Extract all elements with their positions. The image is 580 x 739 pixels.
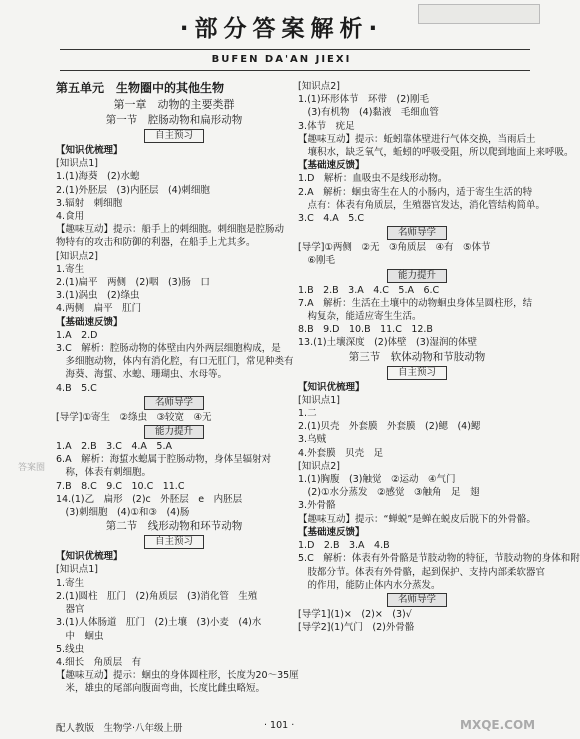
section-label-box (298, 226, 536, 240)
answer-line: 1.A 2.D (56, 329, 98, 341)
answer-line: 3.(1)人体肠道 肛门 (2)土壤 (3)小麦 (4)水 (56, 617, 262, 629)
answer-line: [知识点2] (298, 460, 340, 472)
answer-line: 1.D 解析：血吸虫不是线形动物。 (298, 173, 448, 185)
section-label-box (56, 535, 292, 549)
answer-line: (3)刺细胞 (4)①和③ (4)肠 (56, 507, 190, 519)
section-title: 第一节 腔肠动物和扁形动物 (105, 114, 243, 126)
section-label-box (56, 425, 292, 439)
answer-line: [知识点2] (298, 81, 340, 92)
answer-line: 1.寄生 (56, 263, 85, 275)
answer-line: 点有：体表有角质层，生殖器官发达，消化管结构简单。 (298, 199, 546, 211)
answer-line: (3)有机物 (4)黏液 毛细血管 (298, 107, 439, 119)
answer-line: 2.(1)贝壳 外套膜 外套膜 (2)鳃 (4)鳃 (298, 421, 481, 433)
answer-line: 物特有的攻击和防御的利器，在船手上尤其多。 (56, 237, 256, 249)
answer-line: 1.二 (298, 408, 317, 420)
answer-line: 【趣味互动】提示：船手上的刺细胞。刺细胞是腔肠动 (56, 224, 285, 236)
answer-line: 称，体表有刺细胞。 (56, 467, 152, 479)
answer-line: 中 蛔虫 (56, 630, 104, 642)
answer-line: 3.外骨骼 (298, 500, 336, 512)
watermark-site: MXQE.COM (460, 718, 536, 732)
answer-line: 3.乌贼 (298, 434, 327, 446)
answer-line: 3.C 解析：腔肠动物的体壁由内外两层细胞构成，是 (56, 343, 281, 355)
answer-line: 3.C 4.A 5.C (298, 213, 364, 225)
section-label: 能力提升 (144, 425, 204, 439)
answer-line: [知识点2] (56, 250, 98, 262)
section-label-box (298, 593, 536, 607)
answer-line: 米，雄虫的尾部向腹面弯曲，长度比雌虫略短。 (56, 683, 266, 695)
right-column (298, 80, 580, 634)
answer-line: [知识点1] (298, 394, 340, 406)
chapter-title: 第一章 动物的主要类群 (113, 98, 235, 111)
sub-heading: 【知识优梳理】 (56, 145, 123, 156)
answer-line: [导学]①两侧 ②无 ③角质层 ④有 ⑤体节 (298, 242, 491, 254)
answer-line: 6.A 解析：海蜇水螅属于腔肠动物，身体呈辐射对 (56, 454, 272, 466)
answer-line: 肢都分节。体表有外骨骼，起到保护、支持内部柔软器官 (298, 566, 546, 578)
section-label: 名师导学 (144, 396, 204, 410)
answer-line: [导学]①寄生 ②绦虫 ③较宽 ④无 (56, 411, 212, 423)
answer-line: 3.体节 疣足 (298, 120, 355, 132)
answer-line: 3.(1)涡虫 (2)绦虫 (56, 290, 140, 302)
answer-line: 7.A 解析：生活在土壤中的动物蛔虫身体呈圆柱形，结 (298, 297, 533, 309)
page-number: · 101 · (264, 720, 295, 731)
answer-line: 4.B 5.C (56, 382, 97, 394)
page-header-subtitle: BUFEN DA'AN JIEXI (211, 54, 352, 65)
sub-heading: 【基础速反馈】 (298, 526, 365, 538)
answer-line: 1.B 2.B 3.A 4.C 5.A 6.C (298, 284, 440, 296)
section-title: 第三节 软体动物和节肢动物 (348, 350, 486, 363)
answer-line: 4.外套膜 贝壳 足 (298, 447, 384, 459)
answer-line: 【趣味互动】提示：蛔虫的身体圆柱形，长度为20～35厘 (56, 670, 299, 682)
sub-heading: 【知识优梳理】 (298, 381, 365, 393)
answer-line: 7.B 8.C 9.C 10.C 11.C (56, 480, 185, 492)
answer-line: 壤积水，缺乏氧气，蚯蚓的呼吸受阻，所以爬到地面上来呼吸。 (298, 147, 574, 159)
sub-heading: 【知识优梳理】 (56, 551, 123, 563)
page-header-title: ·部分答案解析· (179, 16, 384, 42)
answer-line: 1.(1)海葵 (2)水螅 (56, 171, 140, 183)
section-label-box (56, 129, 292, 143)
section-label-box (298, 269, 536, 283)
answer-line: 4.食用 (56, 211, 85, 223)
answer-line: 14.(1)乙 扁形 (2)c 外胚层 e 内胚层 (56, 493, 243, 505)
unit-title: 第五单元 生物圈中的其他生物 (56, 81, 225, 95)
answer-line: [知识点1] (56, 564, 98, 576)
sub-heading: 【基础速反馈】 (56, 316, 123, 328)
answer-line: 8.B 9.D 10.B 11.C 12.B (298, 324, 433, 336)
answer-line: 1.寄生 (56, 577, 85, 589)
answer-line: 4.两侧 扁平 肛门 (56, 303, 142, 315)
section-label: 名师导学 (387, 593, 447, 607)
answer-line: [导学2](1)气门 (2)外骨骼 (298, 622, 415, 634)
answer-line: 4.细长 角质层 有 (56, 656, 142, 668)
section-label: 自主预习 (144, 535, 204, 549)
answer-line: [知识点1] (56, 158, 98, 170)
header-rule-bottom (60, 70, 530, 71)
section-label: 自主预习 (387, 366, 447, 380)
answer-line: 2.(1)圆柱 肛门 (2)角质层 (3)消化管 生殖 (56, 590, 258, 602)
answer-line: 3.辐射 刺细胞 (56, 197, 123, 209)
answer-line: 【趣味互动】提示：蚯蚓靠体壁进行气体交换，当雨后土 (298, 133, 536, 145)
answer-line: 多细胞动物，体内有消化腔，有口无肛门，常见种类有 (56, 356, 294, 368)
answer-line: 【趣味互动】提示：“蝉蜕”是蝉在蜕皮后脱下的外骨骼。 (298, 513, 536, 525)
section-label: 能力提升 (387, 269, 447, 283)
answer-line: 构复杂，能适应寄生生活。 (298, 311, 422, 323)
answer-line: 的作用，能防止体内水分蒸发。 (298, 579, 441, 591)
answer-line: 5.C 解析：体表有外骨骼是节肢动物的特征，节肢动物的身体和附 (298, 553, 580, 565)
answer-line: 海葵、海蜇、水螅、珊瑚虫、水母等。 (56, 369, 228, 381)
answer-line: 1.D 2.B 3.A 4.B (298, 540, 390, 552)
section-label-box (56, 396, 292, 410)
answer-line: 器官 (56, 604, 85, 616)
answer-line: 2.A 解析：蛔虫寄生在人的小肠内，适于寄生生活的特 (298, 186, 533, 198)
section-label: 名师导学 (387, 226, 447, 240)
watermark-left: 答案圈 (18, 463, 46, 473)
answer-line: 13.(1)土壤深度 (2)体壁 (3)湿润的体壁 (298, 337, 477, 349)
header-rule-top (60, 49, 530, 50)
section-label: 自主预习 (144, 129, 204, 143)
answer-line: 1.A 2.B 3.C 4.A 5.A (56, 441, 172, 453)
answer-line: 2.(1)外胚层 (3)内胚层 (4)刺细胞 (56, 184, 210, 196)
left-column (56, 80, 299, 696)
answer-line: 1.(1)环形体节 环带 (2)刚毛 (298, 94, 429, 106)
section-label-box (298, 366, 536, 380)
sub-heading: 【基础速反馈】 (298, 160, 365, 172)
answer-line: ⑥刚毛 (298, 255, 336, 267)
section-title: 第二节 线形动物和环节动物 (105, 520, 243, 533)
answer-line: [导学1](1)× (2)× (3)√ (298, 608, 412, 620)
answer-line: 5.线虫 (56, 643, 85, 655)
answer-line: 2.(1)扁平 两侧 (2)咽 (3)肠 口 (56, 277, 210, 289)
answer-line: (2)①水分蒸发 ②感觉 ③触角 足 翅 (298, 487, 480, 499)
answer-line: 1.(1)胸腹 (3)触觉 ②运动 ④气门 (298, 474, 456, 486)
footer-book-title: 配人教版 生物学·八年级上册 (56, 723, 183, 734)
